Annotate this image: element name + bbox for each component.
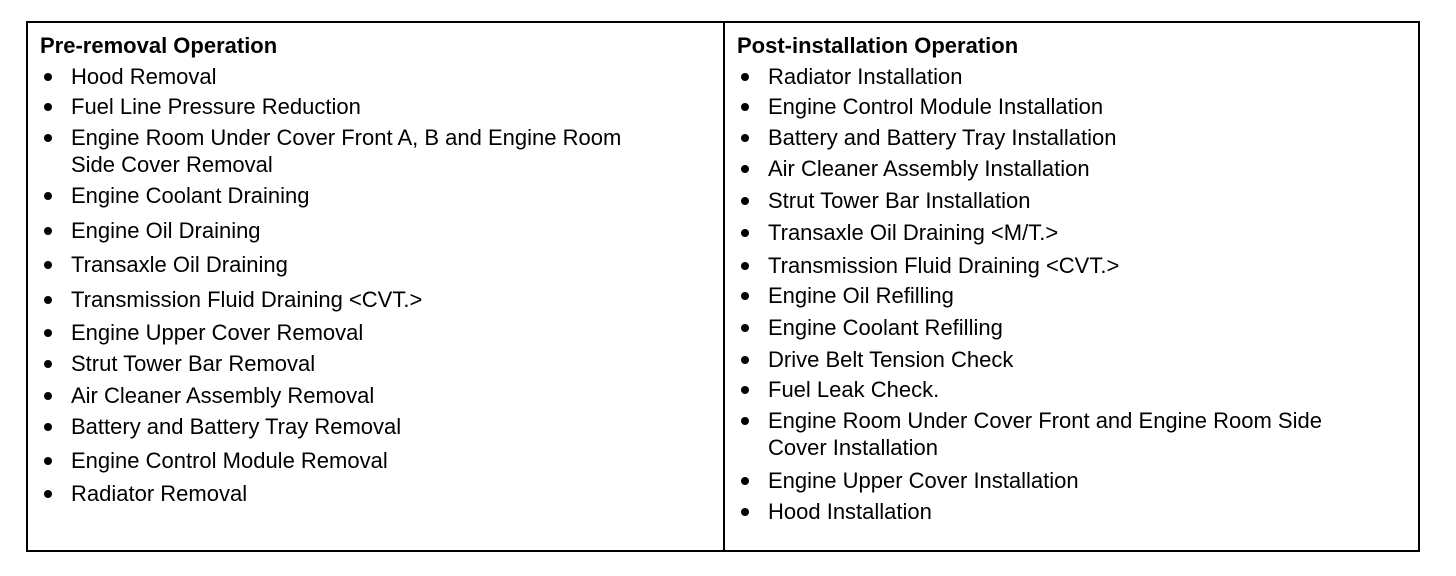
- list-item-label: [71, 382, 374, 409]
- bullet-icon: [44, 192, 52, 200]
- bullet-icon: [44, 329, 52, 337]
- list-item-label: [71, 319, 363, 346]
- list-item-line: Fuel Line Pressure Reduction: [71, 94, 361, 119]
- bullet-icon: [44, 490, 52, 498]
- pre-removal-heading: Pre-removal Operation: [40, 33, 278, 58]
- list-item-line: Engine Room Under Cover Front A, B and Engine Room: [71, 125, 622, 150]
- list-item-label: [71, 480, 247, 507]
- list-item-line: Engine Oil Refilling: [768, 283, 954, 308]
- bullet-icon: [44, 360, 52, 368]
- list-item-line: Engine Upper Cover Removal: [71, 320, 364, 345]
- pre-removal-column: [28, 23, 725, 550]
- bullet-icon: [741, 165, 749, 173]
- list-item-label: [768, 314, 1003, 341]
- list-item-line: Battery and Battery Tray Removal: [71, 414, 402, 439]
- list-item-label: [71, 217, 261, 244]
- list-item-line: Engine Coolant Draining: [71, 183, 310, 208]
- list-item-label: [768, 155, 1090, 182]
- list-item-label: [768, 376, 939, 403]
- list-item-label: [768, 346, 1013, 373]
- bullet-icon: [741, 417, 749, 425]
- bullet-icon: [741, 292, 749, 300]
- list-item-label: [71, 63, 217, 90]
- list-item-line: Engine Control Module Installation: [768, 94, 1104, 119]
- list-item-label: [768, 93, 1103, 120]
- list-item-label: [71, 413, 401, 440]
- bullet-icon: [44, 134, 52, 142]
- bullet-icon: [44, 423, 52, 431]
- list-item-line: Engine Coolant Refilling: [768, 315, 1003, 340]
- list-item-label: [768, 407, 1322, 461]
- list-item-line: Fuel Leak Check.: [768, 377, 940, 402]
- list-item-label: [71, 251, 288, 278]
- bullet-icon: [44, 261, 52, 269]
- list-item-line: Cover Installation: [768, 435, 938, 460]
- list-item-label: [71, 447, 388, 474]
- bullet-icon: [741, 324, 749, 332]
- list-item-label: [768, 252, 1119, 279]
- bullet-icon: [44, 73, 52, 81]
- list-item-label: [71, 182, 310, 209]
- list-item-line: Strut Tower Bar Installation: [768, 188, 1031, 213]
- post-installation-heading: Post-installation Operation: [737, 33, 1019, 58]
- bullet-icon: [44, 457, 52, 465]
- bullet-icon: [741, 73, 749, 81]
- list-item-line: Transmission Fluid Draining <CVT.>: [71, 287, 423, 312]
- list-item-label: [71, 124, 621, 178]
- bullet-icon: [741, 134, 749, 142]
- list-item-line: Hood Removal: [71, 64, 217, 89]
- list-item-line: Air Cleaner Assembly Installation: [768, 156, 1090, 181]
- bullet-icon: [741, 229, 749, 237]
- list-item-line: Side Cover Removal: [71, 152, 273, 177]
- list-item-line: Radiator Installation: [768, 64, 963, 89]
- list-item-label: [71, 93, 361, 120]
- list-item-label: [768, 282, 954, 309]
- list-item-line: Engine Control Module Removal: [71, 448, 388, 473]
- bullet-icon: [741, 386, 749, 394]
- list-item-label: [768, 498, 932, 525]
- list-item-line: Transmission Fluid Draining <CVT.>: [768, 253, 1120, 278]
- bullet-icon: [741, 508, 749, 516]
- list-item-line: Engine Upper Cover Installation: [768, 468, 1079, 493]
- list-item-label: [768, 124, 1117, 151]
- list-item-line: Transaxle Oil Draining: [71, 252, 288, 277]
- list-item-line: Radiator Removal: [71, 481, 248, 506]
- list-item-line: Hood Installation: [768, 499, 932, 524]
- list-item-line: Engine Oil Draining: [71, 218, 261, 243]
- list-item-line: Engine Room Under Cover Front and Engine Room Side: [768, 408, 1322, 433]
- bullet-icon: [44, 296, 52, 304]
- bullet-icon: [741, 103, 749, 111]
- list-item-line: Air Cleaner Assembly Removal: [71, 383, 375, 408]
- bullet-icon: [741, 262, 749, 270]
- post-installation-column: [725, 23, 1418, 550]
- bullet-icon: [741, 477, 749, 485]
- list-item-line: Strut Tower Bar Removal: [71, 351, 316, 376]
- bullet-icon: [741, 356, 749, 364]
- list-item-label: [768, 467, 1079, 494]
- list-item-line: Transaxle Oil Draining <M/T.>: [768, 220, 1059, 245]
- list-item-label: [768, 63, 962, 90]
- bullet-icon: [44, 103, 52, 111]
- list-item-label: [768, 187, 1031, 214]
- list-item-label: [71, 286, 422, 313]
- list-item-label: [71, 350, 315, 377]
- bullet-icon: [44, 227, 52, 235]
- list-item-line: Battery and Battery Tray Installation: [768, 125, 1117, 150]
- bullet-icon: [741, 197, 749, 205]
- list-item-line: Drive Belt Tension Check: [768, 347, 1014, 372]
- list-item-label: [768, 219, 1058, 246]
- bullet-icon: [44, 392, 52, 400]
- operations-table: [26, 21, 1420, 552]
